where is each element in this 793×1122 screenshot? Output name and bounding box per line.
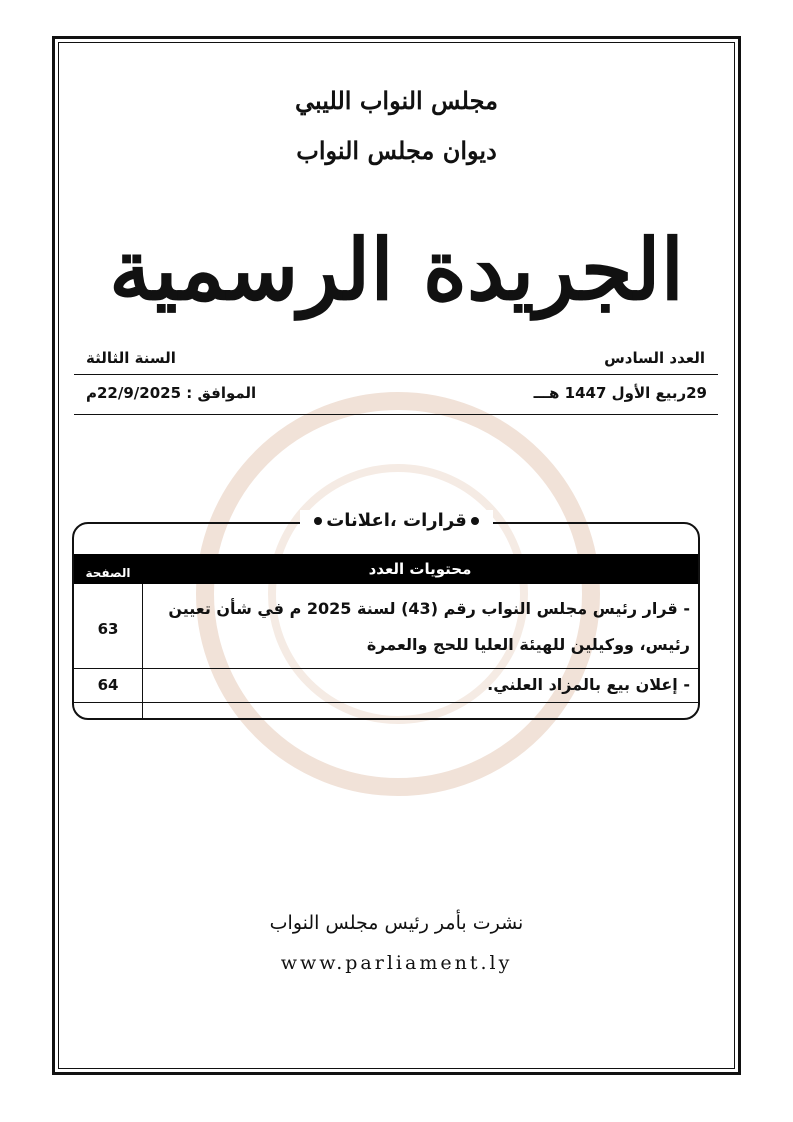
entry-1-line1: - قرار رئيس مجلس النواب رقم (43) لسنة 2025 م في شأن تعيين xyxy=(168,599,690,618)
office-name: ديوان مجلس النواب xyxy=(296,136,497,165)
section-title: قرارات ،اعلانات xyxy=(0,510,793,531)
published-by: نشرت بأمر رئيس مجلس النواب xyxy=(269,912,524,934)
contents-header xyxy=(74,554,698,584)
meta-rule-top xyxy=(74,374,718,375)
row-divider xyxy=(74,668,698,669)
gregorian-date: الموافق : 22/9/2025م xyxy=(86,384,257,402)
meta-rule-bottom xyxy=(74,414,718,415)
contents-header-page: الصفحة xyxy=(85,566,131,580)
bullet-dot-icon xyxy=(471,517,479,525)
column-divider xyxy=(142,584,143,720)
website-link[interactable]: www.parliament.ly xyxy=(280,952,513,974)
contents-table xyxy=(72,522,700,720)
issue-number: العدد السادس xyxy=(604,349,705,367)
parliament-name: مجلس النواب الليبي xyxy=(295,86,498,115)
entry-2-page: 64 xyxy=(97,676,119,694)
entry-2-line1: - إعلان بيع بالمزاد العلني. xyxy=(487,675,690,694)
issue-year: السنة الثالثة xyxy=(86,349,176,367)
gazette-masthead: الجريدة الرسمية xyxy=(109,220,684,319)
bullet-dot-icon xyxy=(314,517,322,525)
entry-1-page: 63 xyxy=(97,620,119,638)
contents-header-title: محتويات العدد xyxy=(368,560,472,578)
hijri-date: 29ربيع الأول 1447 هـــ xyxy=(533,384,707,402)
entry-1-line2: رئيس، ووكيلين للهيئة العليا للحج والعمرة xyxy=(366,635,690,654)
row-divider xyxy=(74,702,698,703)
